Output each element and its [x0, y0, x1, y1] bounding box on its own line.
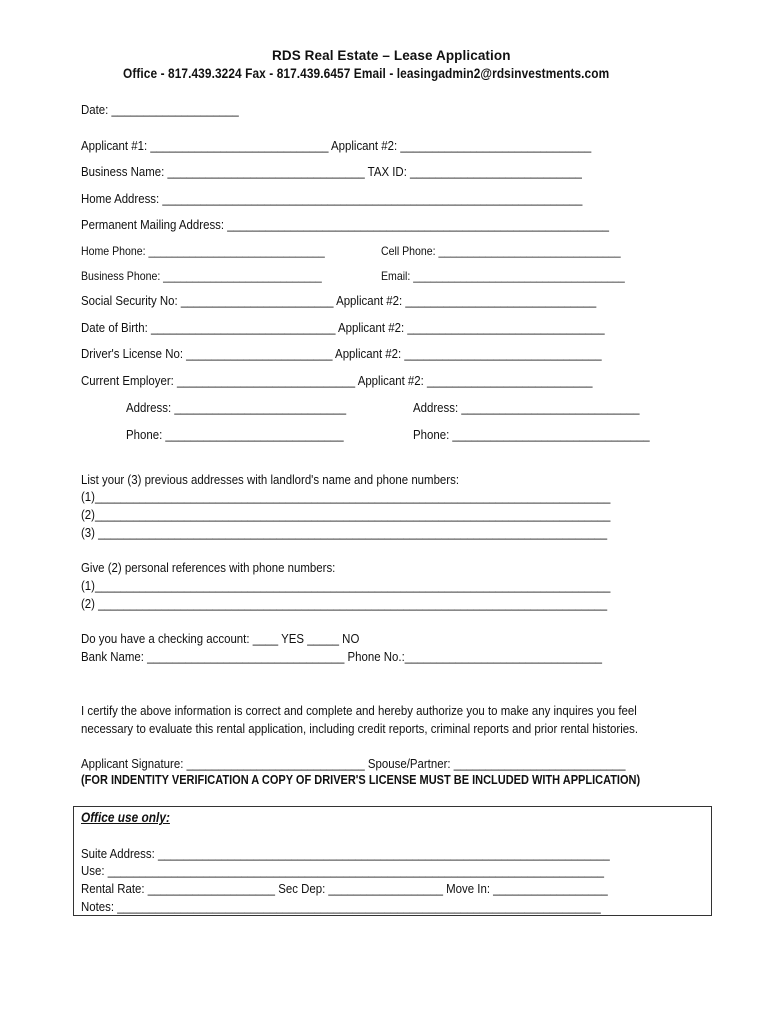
- employer-address-2[interactable]: Address: ____________________________: [413, 400, 640, 415]
- notes-field[interactable]: Notes: ____________________________________________________________________________: [81, 899, 601, 914]
- checking-account-field[interactable]: Do you have a checking account: ____ YES _____ NO: [81, 631, 360, 646]
- reference-1[interactable]: (1)_________________________________________________________________________________: [81, 578, 611, 593]
- reference-2[interactable]: (2) ________________________________________________________________________________: [81, 596, 608, 611]
- cell-phone-field[interactable]: Cell Phone: _______________________________: [381, 244, 621, 258]
- office-use-title: Office use only:: [81, 810, 170, 825]
- use-field[interactable]: Use: ______________________________________________________________________________: [81, 863, 604, 878]
- home-address-field[interactable]: Home Address: __________________________________________________________________: [81, 191, 583, 206]
- business-name-field[interactable]: Business Name: _______________________________ TAX ID: ___________________________: [81, 164, 582, 179]
- contact-line: Office - 817.439.3224 Fax - 817.439.6457 Email - leasingadmin2@rdsinvestments.com: [123, 66, 610, 81]
- employer-phone-2[interactable]: Phone: _______________________________: [413, 427, 650, 442]
- previous-addresses-label: List your (3) previous addresses with landlord's name and phone numbers:: [81, 472, 460, 487]
- dob-field[interactable]: Date of Birth: _____________________________ Applicant #2: _______________________________: [81, 320, 605, 335]
- employer-address-1[interactable]: Address: ___________________________: [126, 400, 347, 415]
- business-phone-field[interactable]: Business Phone: ___________________________: [81, 269, 322, 283]
- certification-line-1: I certify the above information is correct and complete and hereby authorize you to make any inquires you feel: [81, 703, 637, 718]
- applicants-field[interactable]: Applicant #1: ____________________________ Applicant #2: ______________________________: [81, 138, 592, 153]
- employer-phone-1[interactable]: Phone: ____________________________: [126, 427, 344, 442]
- form-title: RDS Real Estate – Lease Application: [272, 48, 511, 63]
- id-verification-notice: (FOR INDENTITY VERIFICATION A COPY OF DRIVER'S LICENSE MUST BE INCLUDED WITH APPLICATION): [81, 773, 641, 787]
- rental-rate-field[interactable]: Rental Rate: ____________________ Sec Dep: __________________ Move In: __________________: [81, 881, 608, 896]
- suite-address-field[interactable]: Suite Address: _______________________________________________________________________: [81, 846, 610, 861]
- certification-line-2: necessary to evaluate this rental application, including credit reports, criminal reports and prior rental histories.: [81, 721, 639, 736]
- drivers-license-field[interactable]: Driver's License No: _______________________ Applicant #2: _______________________________: [81, 346, 602, 361]
- employer-field[interactable]: Current Employer: ____________________________ Applicant #2: __________________________: [81, 373, 593, 388]
- references-label: Give (2) personal references with phone numbers:: [81, 560, 336, 575]
- bank-name-field[interactable]: Bank Name: _______________________________ Phone No.:_______________________________: [81, 649, 603, 664]
- home-phone-field[interactable]: Home Phone: ______________________________: [81, 244, 325, 258]
- date-field[interactable]: Date: ____________________: [81, 102, 239, 117]
- email-field[interactable]: Email: ____________________________________: [381, 269, 625, 283]
- previous-address-3[interactable]: (3) ________________________________________________________________________________: [81, 525, 608, 540]
- mailing-address-field[interactable]: Permanent Mailing Address: ____________________________________________________________: [81, 217, 609, 232]
- ssn-field[interactable]: Social Security No: ________________________ Applicant #2: ______________________________: [81, 293, 597, 308]
- signature-field[interactable]: Applicant Signature: ____________________________ Spouse/Partner: ___________________________: [81, 756, 626, 771]
- previous-address-1[interactable]: (1)_________________________________________________________________________________: [81, 489, 611, 504]
- previous-address-2[interactable]: (2)_________________________________________________________________________________: [81, 507, 611, 522]
